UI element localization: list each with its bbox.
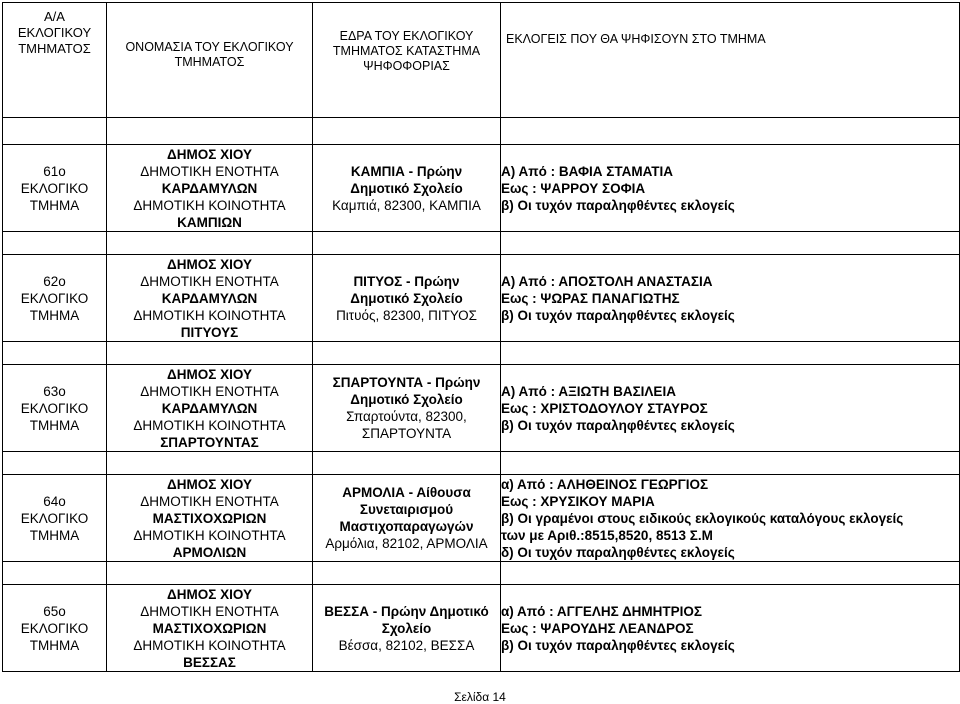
header-section-number (3, 3, 107, 118)
section-number-line: ΕΚΛΟΓΙΚΟ (20, 400, 89, 416)
section-number-line: ΕΚΛΟΓΙΚΟ (20, 620, 89, 636)
municipality-name: ΔΗΜΟΣ ΧΙΟΥ (167, 476, 252, 492)
polling-place-address: Αρμόλια, 82102, ΑΡΜΟΛΙΑ (325, 536, 488, 551)
polling-place-title: ΚΑΜΠΙΑ - Πρώην (350, 163, 463, 179)
table-row (3, 145, 960, 232)
header-section-seat (313, 3, 501, 118)
community-name: ΠΙΤΥΟΥΣ (180, 324, 239, 340)
municipality-name: ΔΗΜΟΣ ΧΙΟΥ (167, 146, 252, 162)
table-body (3, 118, 960, 672)
polling-place-address: Σπαρτούντα, 82300, (346, 409, 467, 424)
polling-place-title-cont: Δημοτικό Σχολείο (350, 290, 463, 306)
header-voters (501, 3, 960, 118)
header-section-name (107, 3, 313, 118)
section-name-cell (107, 475, 313, 562)
section-name-cell (107, 145, 313, 232)
section-number-line: 65ο (43, 603, 66, 619)
header-line: ΤΜΗΜΑΤΟΣ ΚΑΤΑΣΤΗΜΑ (332, 44, 481, 58)
spacer-cell (313, 118, 501, 145)
section-number-line: ΕΚΛΟΓΙΚΟ (20, 290, 89, 306)
voters-line: Εως : ΧΡΙΣΤΟΔΟΥΛΟΥ ΣΤΑΥΡΟΣ (501, 400, 708, 416)
spacer-cell (3, 562, 107, 585)
unit-label: ΔΗΜΟΤΙΚΗ ΕΝΟΤΗΤΑ (140, 273, 279, 289)
section-name-cell (107, 255, 313, 342)
voters-line: α) Από : ΑΓΓΕΛΗΣ ΔΗΜΗΤΡΙΟΣ (501, 603, 703, 619)
spacer-cell (501, 118, 960, 145)
section-number-cell (3, 255, 107, 342)
community-name: ΒΕΣΣΑΣ (183, 654, 236, 670)
page-number: Σελίδα 14 (454, 690, 506, 704)
header-line: ΨΗΦΟΦΟΡΙΑΣ (363, 59, 450, 73)
spacer-cell (313, 342, 501, 365)
section-number-line: ΤΜΗΜΑ (29, 527, 80, 543)
table-row (3, 365, 960, 452)
section-name-cell (107, 585, 313, 672)
community-label: ΔΗΜΟΤΙΚΗ ΚΟΙΝΟΤΗΤΑ (133, 197, 286, 213)
polling-place-title-cont: Συνεταιρισμού (359, 502, 454, 517)
voters-line: β) Οι τυχόν παραληφθέντες εκλογείς (501, 197, 735, 213)
polling-place-title-cont: Δημοτικό Σχολείο (350, 392, 463, 407)
polling-place-address-cont: ΣΠΑΡΤΟΥΝΤΑ (361, 426, 452, 441)
polling-place-title: ΒΕΣΣΑ - Πρώην Δημοτικό (324, 603, 489, 619)
unit-name: ΚΑΡΔΑΜΥΛΩΝ (161, 400, 258, 416)
community-name: ΣΠΑΡΤΟΥΝΤΑΣ (160, 434, 259, 450)
municipality-name: ΔΗΜΟΣ ΧΙΟΥ (167, 366, 252, 382)
voters-line: Α) Από : ΑΞΙΩΤΗ ΒΑΣΙΛΕΙΑ (501, 383, 676, 399)
unit-name: ΚΑΡΔΑΜΥΛΩΝ (161, 290, 258, 306)
spacer-row (3, 452, 960, 475)
voters-cell (501, 145, 960, 232)
community-label: ΔΗΜΟΤΙΚΗ ΚΟΙΝΟΤΗΤΑ (133, 417, 286, 433)
polling-place-cell (313, 145, 501, 232)
header-line: Α/Α (44, 9, 65, 24)
header-line: ΤΜΗΜΑΤΟΣ (18, 41, 91, 56)
unit-label: ΔΗΜΟΤΙΚΗ ΕΝΟΤΗΤΑ (140, 163, 279, 179)
section-number-line: 63ο (43, 383, 66, 399)
spacer-cell (3, 118, 107, 145)
section-number-line: 64ο (43, 493, 66, 509)
voters-line: Εως : ΨΑΡΡΟΥ ΣΟΦΙΑ (501, 180, 646, 196)
polling-place-address: Βέσσα, 82102, ΒΕΣΣΑ (338, 637, 475, 653)
polling-place-title: ΑΡΜΟΛΙΑ - Αίθουσα (342, 485, 471, 500)
polling-place-title-cont: Δημοτικό Σχολείο (350, 180, 463, 196)
voters-line: Εως : ΨΑΡΟΥΔΗΣ ΛΕΑΝΔΡΟΣ (501, 620, 694, 636)
header-line: ΕΚΛΟΓΙΚΟΥ (17, 25, 92, 40)
spacer-row (3, 562, 960, 585)
spacer-cell (107, 452, 313, 475)
section-number-line: 62ο (43, 273, 66, 289)
section-number-cell (3, 145, 107, 232)
polling-place-title: ΣΠΑΡΤΟΥΝΤΑ - Πρώην (332, 375, 481, 390)
spacer-cell (313, 232, 501, 255)
voters-cell (501, 475, 960, 562)
voters-line: Εως : ΨΩΡΑΣ ΠΑΝΑΓΙΩΤΗΣ (501, 290, 680, 306)
section-number-line: ΕΚΛΟΓΙΚΟ (20, 180, 89, 196)
section-number-line: ΤΜΗΜΑ (29, 417, 80, 433)
municipality-name: ΔΗΜΟΣ ΧΙΟΥ (167, 256, 252, 272)
spacer-cell (501, 232, 960, 255)
table-row (3, 255, 960, 342)
community-label: ΔΗΜΟΤΙΚΗ ΚΟΙΝΟΤΗΤΑ (133, 637, 286, 653)
section-number-line: ΤΜΗΜΑ (29, 637, 80, 653)
voters-line: των με Αριθ.:8515,8520, 8513 Σ.Μ (501, 527, 713, 543)
unit-label: ΔΗΜΟΤΙΚΗ ΕΝΟΤΗΤΑ (140, 603, 279, 619)
polling-place-address: Καμπιά, 82300, ΚΑΜΠΙΑ (332, 197, 481, 213)
spacer-cell (313, 562, 501, 585)
unit-label: ΔΗΜΟΤΙΚΗ ΕΝΟΤΗΤΑ (140, 493, 279, 509)
community-name: ΑΡΜΟΛΙΩΝ (172, 544, 247, 560)
section-number-line: ΕΚΛΟΓΙΚΟ (20, 510, 89, 526)
polling-place-cell (313, 255, 501, 342)
section-number-cell (3, 365, 107, 452)
voters-line: Α) Από : ΒΑΦΙΑ ΣΤΑΜΑΤΙΑ (501, 163, 674, 179)
voters-cell (501, 365, 960, 452)
spacer-cell (501, 452, 960, 475)
spacer-row (3, 118, 960, 145)
municipality-name: ΔΗΜΟΣ ΧΙΟΥ (167, 586, 252, 602)
community-name: ΚΑΜΠΙΩΝ (177, 214, 242, 230)
voters-line: β) Οι τυχόν παραληφθέντες εκλογείς (501, 637, 735, 653)
section-number-line: 61ο (43, 163, 66, 179)
header-line: ΕΔΡΑ ΤΟΥ ΕΚΛΟΓΙΚΟΥ (339, 29, 474, 43)
section-number-line: ΤΜΗΜΑ (29, 307, 80, 323)
polling-sections-table (2, 2, 960, 672)
voters-line: Εως : ΧΡΥΣΙΚΟΥ ΜΑΡΙΑ (501, 493, 655, 509)
table-header-row (3, 3, 960, 118)
header-line: ΕΚΛΟΓΕΙΣ ΠΟΥ ΘΑ ΨΗΦΙΣΟΥΝ ΣΤΟ ΤΜΗΜΑ (506, 32, 766, 46)
voters-line: Α) Από : ΑΠΟΣΤΟΛΗ ΑΝΑΣΤΑΣΙΑ (501, 273, 713, 289)
unit-name: ΚΑΡΔΑΜΥΛΩΝ (161, 180, 258, 196)
polling-place-title: ΠΙΤΥΟΣ - Πρώην (353, 273, 460, 289)
section-number-cell (3, 475, 107, 562)
spacer-cell (3, 452, 107, 475)
spacer-cell (501, 562, 960, 585)
spacer-cell (107, 232, 313, 255)
unit-name: ΜΑΣΤΙΧΟΧΩΡΙΩΝ (152, 620, 267, 636)
voters-line: δ) Οι τυχόν παραληφθέντες εκλογείς (501, 544, 735, 560)
voters-line: β) Οι τυχόν παραληφθέντες εκλογείς (501, 307, 735, 323)
polling-place-address: Πιτυός, 82300, ΠΙΤΥΟΣ (336, 307, 477, 323)
spacer-row (3, 342, 960, 365)
polling-place-title-cont: Σχολείο (381, 620, 432, 636)
spacer-cell (107, 342, 313, 365)
voters-line: β) Οι γραμένοι στους ειδικούς εκλογικούς καταλόγους εκλογείς (501, 510, 904, 526)
section-name-cell (107, 365, 313, 452)
voters-line: β) Οι τυχόν παραληφθέντες εκλογείς (501, 417, 735, 433)
section-number-line: ΤΜΗΜΑ (29, 197, 80, 213)
voters-cell (501, 585, 960, 672)
unit-label: ΔΗΜΟΤΙΚΗ ΕΝΟΤΗΤΑ (140, 383, 279, 399)
table-row (3, 585, 960, 672)
unit-name: ΜΑΣΤΙΧΟΧΩΡΙΩΝ (152, 510, 267, 526)
spacer-cell (313, 452, 501, 475)
polling-place-cell (313, 585, 501, 672)
polling-place-title-cont: Μαστιχοπαραγωγών (339, 519, 474, 534)
voters-cell (501, 255, 960, 342)
polling-place-cell (313, 475, 501, 562)
header-line: ΟΝΟΜΑΣΙΑ ΤΟΥ ΕΚΛΟΓΙΚΟΥ (125, 40, 294, 54)
header-line: ΤΜΗΜΑΤΟΣ (174, 55, 245, 69)
section-number-cell (3, 585, 107, 672)
spacer-row (3, 232, 960, 255)
voters-line: α) Από : ΑΛΗΘΕΙΝΟΣ ΓΕΩΡΓΙΟΣ (501, 476, 709, 492)
spacer-cell (3, 232, 107, 255)
community-label: ΔΗΜΟΤΙΚΗ ΚΟΙΝΟΤΗΤΑ (133, 307, 286, 323)
community-label: ΔΗΜΟΤΙΚΗ ΚΟΙΝΟΤΗΤΑ (133, 527, 286, 543)
spacer-cell (501, 342, 960, 365)
spacer-cell (107, 118, 313, 145)
table-row (3, 475, 960, 562)
spacer-cell (107, 562, 313, 585)
polling-place-cell (313, 365, 501, 452)
spacer-cell (3, 342, 107, 365)
